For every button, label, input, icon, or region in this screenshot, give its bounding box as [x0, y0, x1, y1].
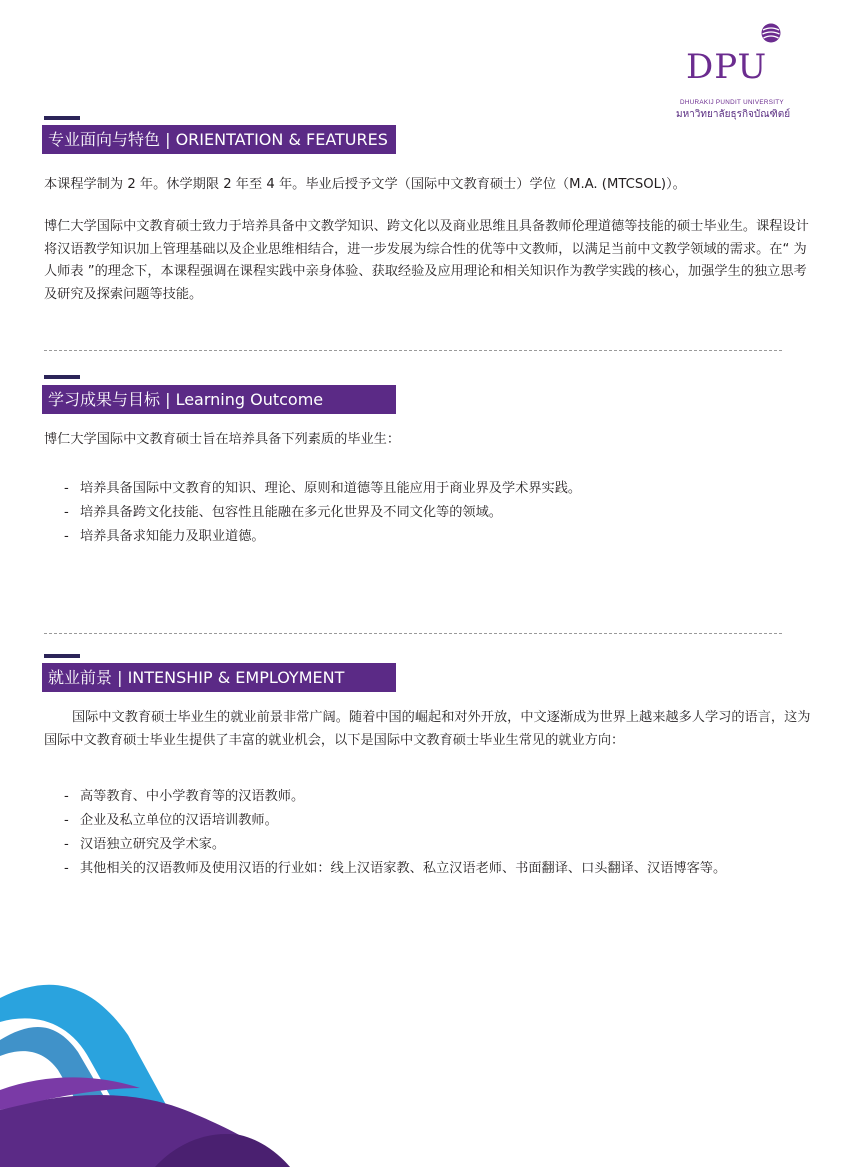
section-heading-learning-outcome: 学习成果与目标 | Learning Outcome	[42, 385, 396, 414]
list-item: - 其他相关的汉语教师及使用汉语的行业如：线上汉语家教、私立汉语老师、书面翻译、口头翻译、汉语博客等。	[64, 857, 726, 881]
list-marker: -	[64, 529, 69, 544]
list-marker: -	[64, 861, 69, 876]
list-item: - 培养具备求知能力及职业道德。	[64, 525, 581, 549]
employment-intro: 国际中文教育硕士毕业生的就业前景非常广阔。随着中国的崛起和对外开放，中文逐渐成为世界上越来越多人学习的语言，这为国际中文教育硕士毕业生提供了丰富的就业机会，以下是国际中文教育硕士毕业生常见的就业方向：	[44, 710, 811, 748]
section-divider	[44, 633, 782, 634]
list-item: - 高等教育、中小学教育等的汉语教师。	[64, 785, 726, 809]
logo-wordmark: DPU	[686, 47, 768, 87]
decorative-ribbon-swoosh	[0, 960, 300, 1167]
list-marker: -	[64, 505, 69, 520]
university-logo	[676, 22, 791, 120]
program-description-text: 博仁大学国际中文教育硕士致力于培养具备中文教学知识、跨文化以及商业思维且具备教师伦理道德等技能的硕士毕业生。课程设计将汉语教学知识加上管理基础以及企业思维相结合，进一步发展为综合性的优等中文教师，以满足当前中文教学领域的需求。在“ 为人师表 ”的理念下，本课程强调在课程实践中亲身体验、获取经验及应用理论和相关知识作为教学实践的核心，加强学生的独立思考及研究及探索问题等技能。	[44, 219, 809, 302]
list-item: - 企业及私立单位的汉语培训教师。	[64, 809, 726, 833]
learning-outcome-intro: 博仁大学国际中文教育硕士旨在培养具备下列素质的毕业生：	[44, 432, 401, 447]
globe-emblem-icon	[760, 22, 782, 44]
list-marker: -	[64, 481, 69, 496]
list-item: - 培养具备国际中文教育的知识、理论、原则和道德等且能应用于商业界及学术界实践。	[64, 477, 581, 501]
list-item: - 培养具备跨文化技能、包容性且能融在多元化世界及不同文化等的领域。	[64, 501, 581, 525]
logo-university-name-en: DHURAKIJ PUNDIT UNIVERSITY	[680, 99, 784, 106]
logo-university-name-th: มหาวิทยาลัยธุรกิจบัณฑิตย์	[676, 109, 791, 120]
section-heading-orientation: 专业面向与特色 | ORIENTATION & FEATURES	[42, 125, 396, 154]
list-item: - 汉语独立研究及学术家。	[64, 833, 726, 857]
list-marker: -	[64, 837, 69, 852]
section-marker-bar	[44, 375, 80, 379]
section-divider	[44, 350, 782, 351]
employment-list	[64, 785, 726, 881]
section-marker-bar	[44, 116, 80, 120]
learning-outcome-list	[64, 477, 581, 549]
list-marker: -	[64, 813, 69, 828]
section-heading-employment: 就业前景 | INTENSHIP & EMPLOYMENT	[42, 663, 396, 692]
section-marker-bar	[44, 654, 80, 658]
program-duration-text: 本课程学制为 2 年。休学期限 2 年至 4 年。毕业后授予文学（国际中文教育硕士）学位（M.A. (MTCSOL)）。	[44, 177, 686, 192]
list-marker: -	[64, 789, 69, 804]
